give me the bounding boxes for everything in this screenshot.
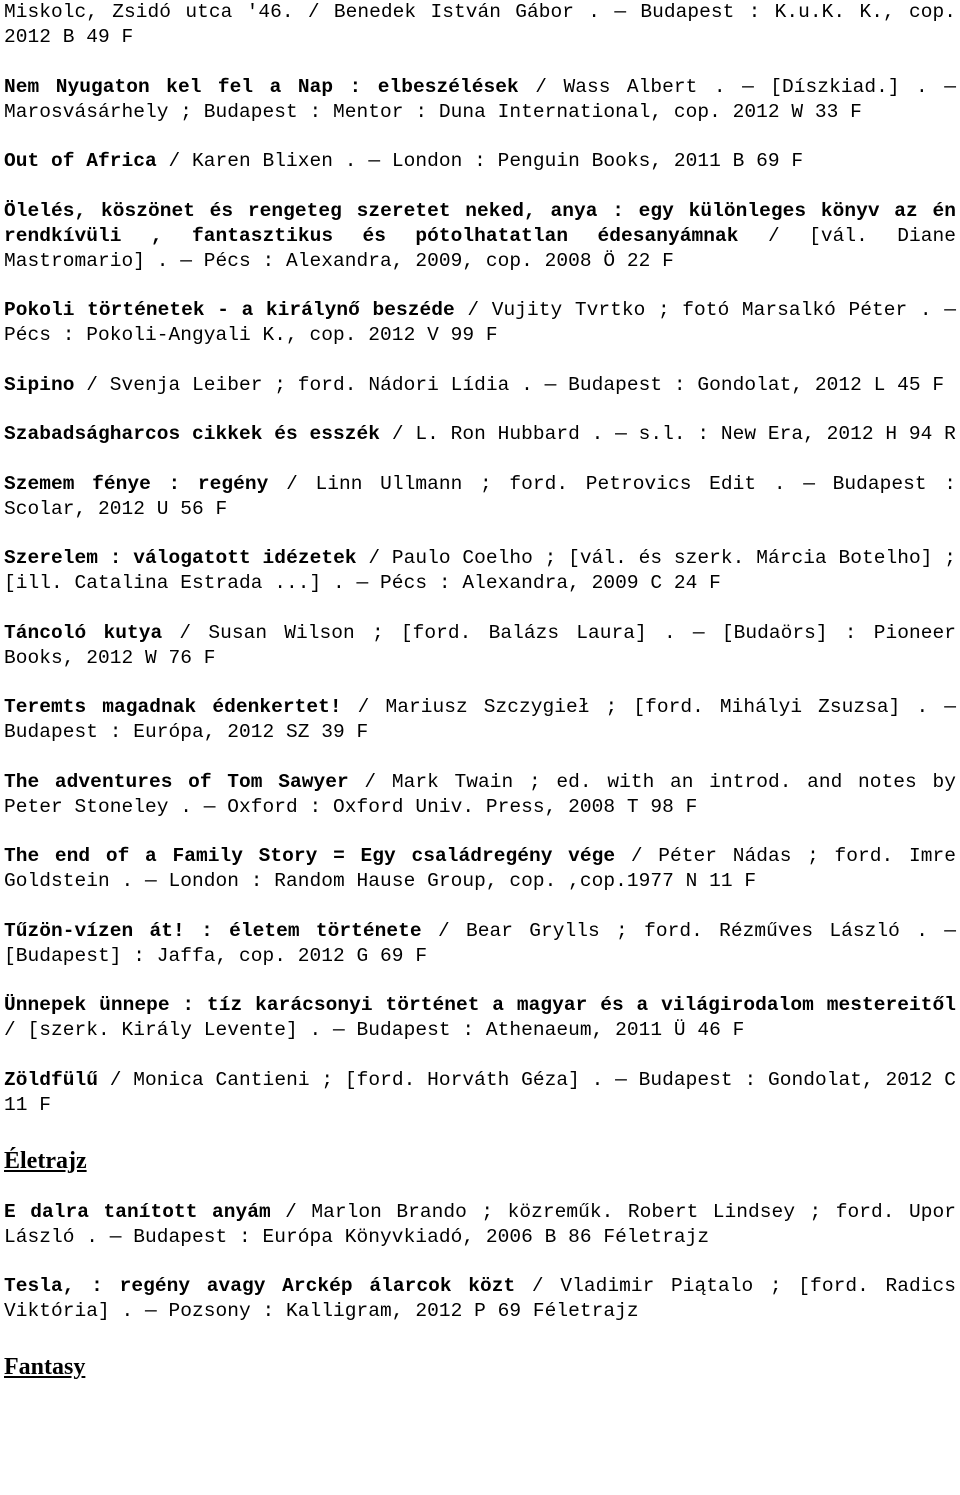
book-details: / Susan Wilson ; [ford. Balázs Laura] . — [Budaörs] : Pioneer Books, 2012 W 76 F — [4, 621, 956, 669]
book-details: / Mark Twain ; ed. with an introd. and notes by Peter Stoneley . — Oxford : Oxford Univ. Press, 2008 T 98 F — [4, 770, 956, 818]
book-title: Szemem fénye : regény — [4, 472, 269, 495]
book-title: Zöldfülű — [4, 1068, 99, 1091]
book-entry — [4, 546, 956, 596]
book-details: / [szerk. Király Levente] . — Budapest : Athenaeum, 2011 Ü 46 F — [4, 1019, 745, 1041]
book-entry — [4, 298, 956, 348]
book-entry — [4, 75, 956, 125]
book-entry — [4, 422, 956, 447]
book-details: / Vladimir Piątalo ; [ford. Radics Viktória] . — Pozsony : Kalligram, 2012 P 69 Féletrajz — [4, 1275, 956, 1322]
book-details: / Linn Ullmann ; ford. Petrovics Edit . — Budapest : Scolar, 2012 U 56 F — [4, 472, 956, 520]
book-entry — [4, 0, 956, 50]
book-details: / Mariusz Szczygieł ; [ford. Mihályi Zsuzsa] . — Budapest : Európa, 2012 SZ 39 F — [4, 696, 956, 743]
book-entry — [4, 770, 956, 820]
book-list — [4, 0, 956, 1118]
book-title: Teremts magadnak édenkertet! — [4, 696, 342, 718]
book-details: / Karen Blixen . — London : Penguin Books, 2011 B 69 F — [156, 150, 804, 172]
book-title: The adventures of Tom Sawyer — [4, 770, 349, 793]
book-entry — [4, 919, 956, 969]
book-details: / Bear Grylls ; ford. Rézműves László . — [Budapest] : Jaffa, cop. 2012 G 69 F — [4, 919, 956, 967]
book-details: / Svenja Leiber ; ford. Nádori Lídia . — Budapest : Gondolat, 2012 L 45 F — [74, 373, 945, 396]
book-details: / Vujity Tvrtko ; fotó Marsalkó Péter . — Pécs : Pokoli-Angyali K., cop. 2012 V 99 F — [4, 299, 956, 346]
book-details: / Péter Nádas ; ford. Imre Goldstein . — London : Random Hause Group, cop. ,cop.1977 N 11 F — [4, 845, 956, 892]
book-title: Sipino — [4, 373, 75, 396]
section-heading-fantasy: Fantasy — [4, 1354, 86, 1380]
book-entry — [4, 695, 956, 745]
book-title: E dalra tanított anyám — [4, 1200, 271, 1223]
book-title: Szabadságharcos cikkek és esszék — [4, 423, 381, 445]
book-entry — [4, 472, 956, 522]
book-title: Out of Africa — [4, 150, 157, 172]
book-title: Táncoló kutya — [4, 621, 163, 644]
book-title: Ölelés, köszönet és rengeteg szeretet neked, anya : egy különleges könyv az én rendkívüli , fantasztikus és pótolhatatlan édesanyámnak — [4, 199, 956, 247]
book-title: The end of a Family Story = Egy családregény vége — [4, 845, 616, 867]
book-list-eletrajz — [4, 1200, 956, 1325]
book-details: / Monica Cantieni ; [ford. Horváth Géza] . — Budapest : Gondolat, 2012 C 11 F — [4, 1068, 956, 1116]
book-entry — [4, 199, 956, 274]
document-page — [4, 0, 956, 1382]
book-details: / [vál. Diane Mastromario] . — Pécs : Alexandra, 2009, cop. 2008 Ö 22 F — [4, 224, 957, 272]
book-title: Pokoli történetek - a királynő beszéde — [4, 299, 455, 321]
book-details: / Wass Albert . — [Díszkiad.] . — Marosvásárhely ; Budapest : Mentor : Duna International, cop. 2012 W 33 F — [4, 75, 956, 123]
book-entry — [4, 621, 956, 671]
book-details: Miskolc, Zsidó utca '46. / Benedek István Gábor . — Budapest : K.u.K. K., cop. 2012 B 49 F — [4, 1, 956, 48]
book-entry — [4, 149, 956, 174]
book-entry — [4, 373, 956, 398]
book-title: Tűzön-vízen át! : életem története — [4, 919, 422, 942]
book-details: / Paulo Coelho ; [vál. és szerk. Márcia Botelho] ; [ill. Catalina Estrada ...] . — Pécs : Alexandra, 2009 C 24 F — [4, 547, 956, 594]
section-heading-eletrajz: Életrajz — [4, 1147, 87, 1174]
book-title: Nem Nyugaton kel fel a Nap : elbeszélések — [4, 75, 519, 98]
book-entry — [4, 1200, 956, 1250]
book-title: Tesla, : regény avagy Arckép álarcok közt — [4, 1275, 516, 1297]
book-entry — [4, 844, 956, 894]
book-entry — [4, 993, 956, 1043]
book-entry — [4, 1274, 956, 1324]
book-details: / L. Ron Hubbard . — s.l. : New Era, 2012 H 94 R — [380, 423, 956, 445]
book-details: / Marlon Brando ; közreműk. Robert Lindsey ; ford. Upor László . — Budapest : Európa Könyvkiadó, 2006 B 86 Féletrajz — [4, 1200, 956, 1248]
book-title: Ünnepek ünnepe : tíz karácsonyi történet a magyar és a világirodalom mestereitől — [4, 994, 956, 1016]
book-title: Szerelem : válogatott idézetek — [4, 547, 357, 569]
book-entry — [4, 1068, 956, 1118]
